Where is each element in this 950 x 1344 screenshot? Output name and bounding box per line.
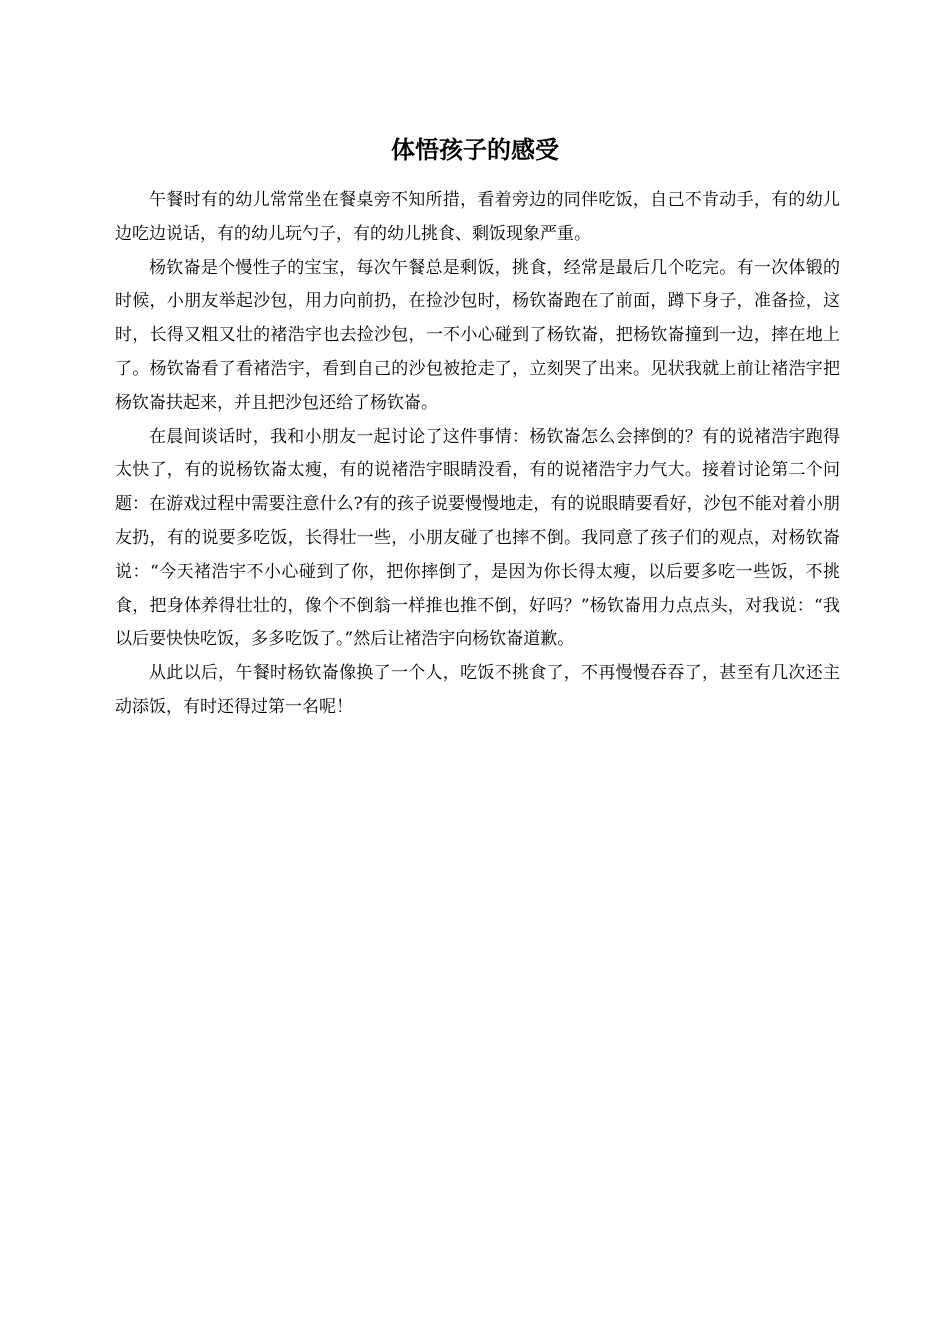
paragraph-4: 从此以后，午餐时杨钦崙像换了一个人，吃饭不挑食了，不再慢慢吞吞了，甚至有几次还主动添饭，有时还得过第一名呢！ [115,663,840,717]
document-body [115,184,840,725]
paragraph-1: 午餐时有的幼儿常常坐在餐桌旁不知所措，看着旁边的同伴吃饭，自己不肯动手，有的幼儿边吃边说话，有的幼儿玩勺子，有的幼儿挑食、剩饭现象严重。 [115,190,840,244]
paragraph-3: 在晨间谈话时，我和小朋友一起讨论了这件事情：杨钦崙怎么会摔倒的？有的说褚浩宇跑得太快了，有的说杨钦崙太瘦，有的说褚浩宇眼睛没看，有的说褚浩宇力气大。接着讨论第二个问题：在游戏过程中需要注意什么?有的孩子说要慢慢地走，有的说眼睛要看好，沙包不能对着小朋友扔，有的说要多吃饭，长得壮一些，小朋友碰了也摔不倒。我同意了孩子们的观点，对杨钦崙说：“今天褚浩宇不小心碰到了你，把你摔倒了，是因为你长得太瘦，以后要多吃一些饭，不挑食，把身体养得壮壮的，像个不倒翁一样推也推不倒，好吗？”杨钦崙用力点点头，对我说：“我以后要快快吃饭，多多吃饭了。”然后让褚浩宇向杨钦崙道歉。 [115,426,840,650]
document-title: 体悟孩子的感受 [391,136,559,164]
paragraph-2: 杨钦崙是个慢性子的宝宝，每次午餐总是剩饭，挑食，经常是最后几个吃完。有一次体锻的时候，小朋友举起沙包，用力向前扔，在捡沙包时，杨钦崙跑在了前面，蹲下身子，准备捡，这时，长得又粗又壮的褚浩宇也去捡沙包，一不小心碰到了杨钦崙，把杨钦崙撞到一边，摔在地上了。杨钦崙看了看褚浩宇，看到自己的沙包被抢走了，立刻哭了出来。见状我就上前让褚浩宇把杨钦崙扶起来，并且把沙包还给了杨钦崙。 [115,257,840,413]
